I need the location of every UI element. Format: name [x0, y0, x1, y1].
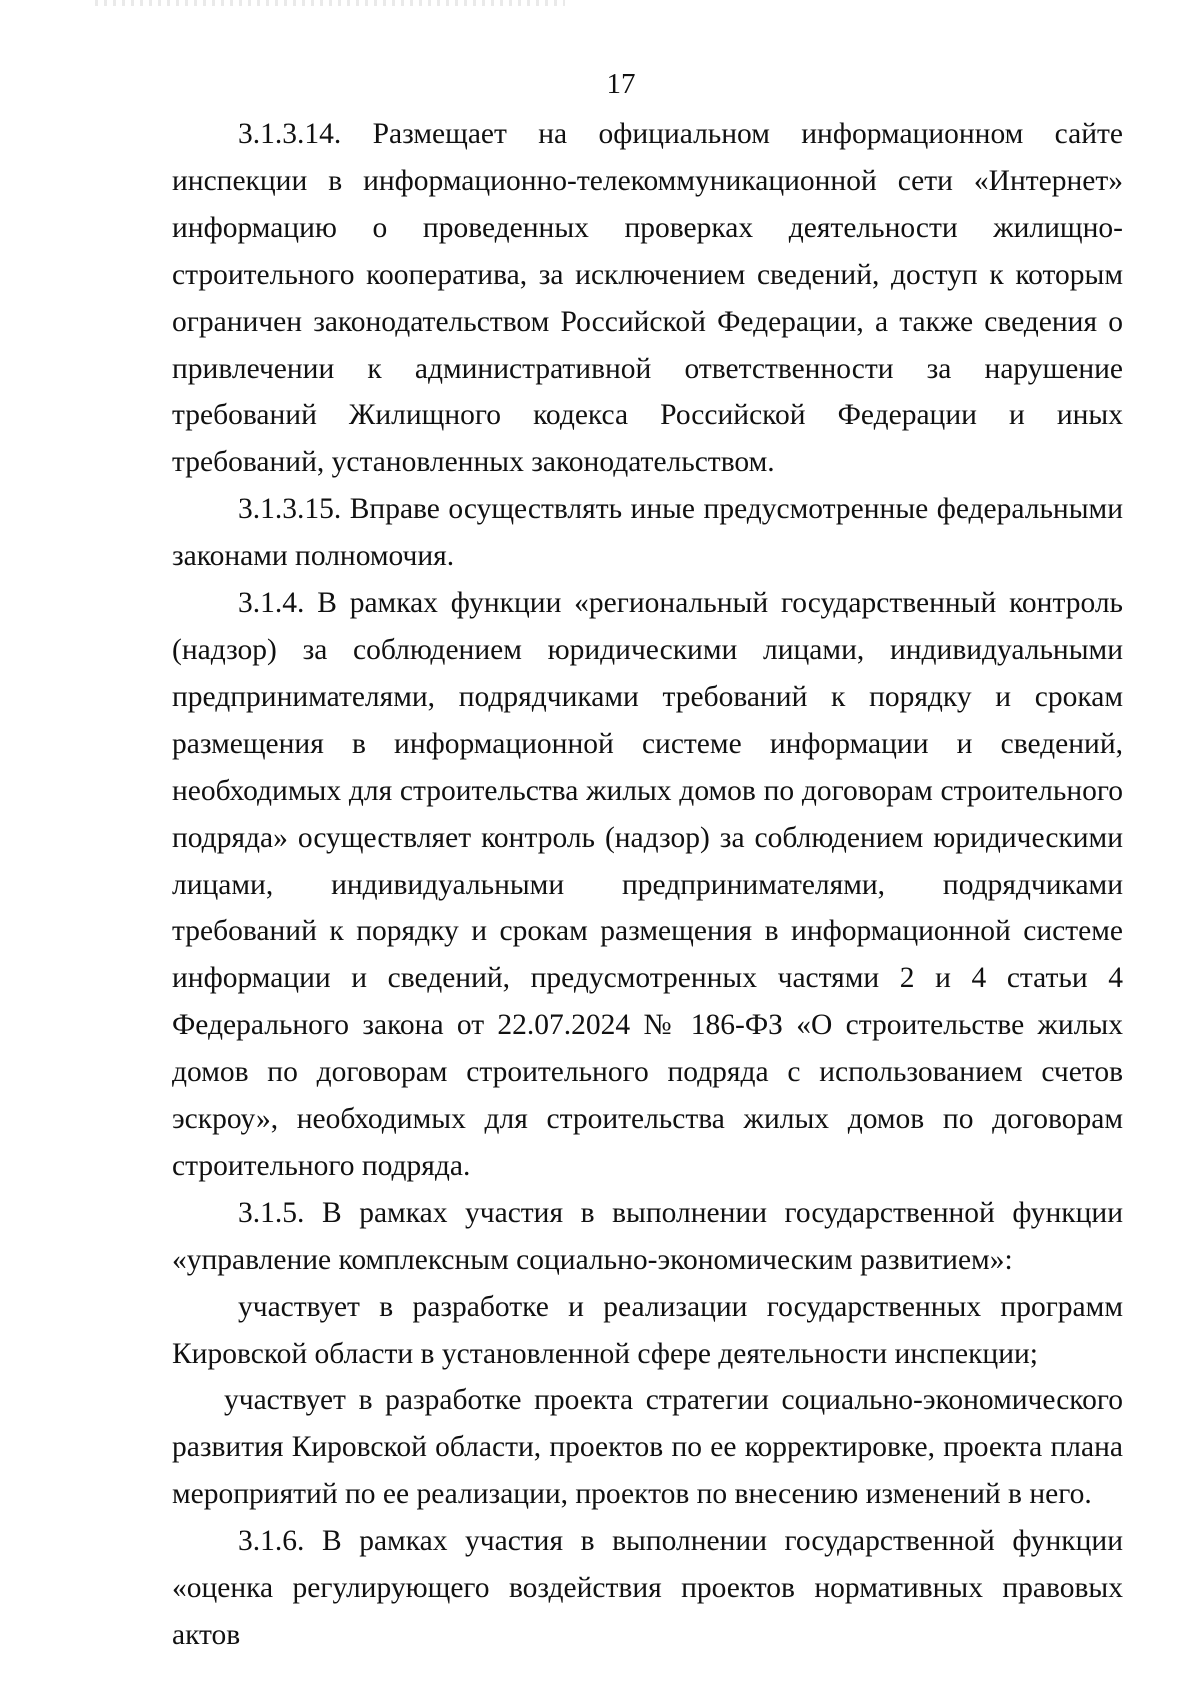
page-number: 17	[606, 68, 636, 100]
paragraph-3-1-3-14: 3.1.3.14. Размещает на официальном информационном сайте инспекции в информационно-телекоммуникационной сети «Интернет» информацию о проведенных проверках деятельности жилищно-строительного кооператива, за исключением сведений, доступ к которым ограничен законодательством Российской Федерации, а также сведения о привлечении к административной ответственности за нарушение требований Жилищного кодекса Российской Федерации и иных требований, установленных законодательством.	[172, 118, 1123, 479]
document-body	[172, 111, 1123, 1659]
scan-artifact	[95, 0, 565, 6]
paragraph-3-1-6: 3.1.6. В рамках участия в выполнении государственной функции «оценка регулирующего воздействия проектов нормативных правовых актов	[172, 1525, 1123, 1651]
paragraph-3-1-5: 3.1.5. В рамках участия в выполнении государственной функции «управление комплексным социально-экономическим развитием»:	[172, 1196, 1123, 1276]
paragraph-3-1-4: 3.1.4. В рамках функции «региональный государственный контроль (надзор) за соблюдением юридическими лицами, индивидуальными предпринимателями, подрядчиками требований к порядку и срокам размещения в информационной системе информации и сведений, необходимых для строительства жилых домов по договорам строительного подряда» осуществляет контроль (надзор) за соблюдением юридическими лицами, индивидуальными предпринимателями, подрядчиками требований к порядку и срокам размещения в информационной системе информации и сведений, предусмотренных частями 2 и 4 статьи 4 Федерального закона от 22.07.2024 № 186-ФЗ «О строительстве жилых домов по договорам строительного подряда с использованием счетов эскроу», необходимых для строительства жилых домов по договорам строительного подряда.	[172, 587, 1123, 1182]
paragraph-3-1-5-item-2: участвует в разработке проекта стратегии социально-экономического развития Кировской области, проектов по ее корректировке, проекта плана мероприятий по ее реализации, проектов по внесению изменений в него.	[172, 1384, 1123, 1511]
paragraph-3-1-5-item-1: участвует в разработке и реализации государственных программ Кировской области в установленной сфере деятельности инспекции;	[172, 1290, 1123, 1370]
paragraph-3-1-3-15: 3.1.3.15. Вправе осуществлять иные предусмотренные федеральными законами полномочия.	[172, 493, 1123, 573]
